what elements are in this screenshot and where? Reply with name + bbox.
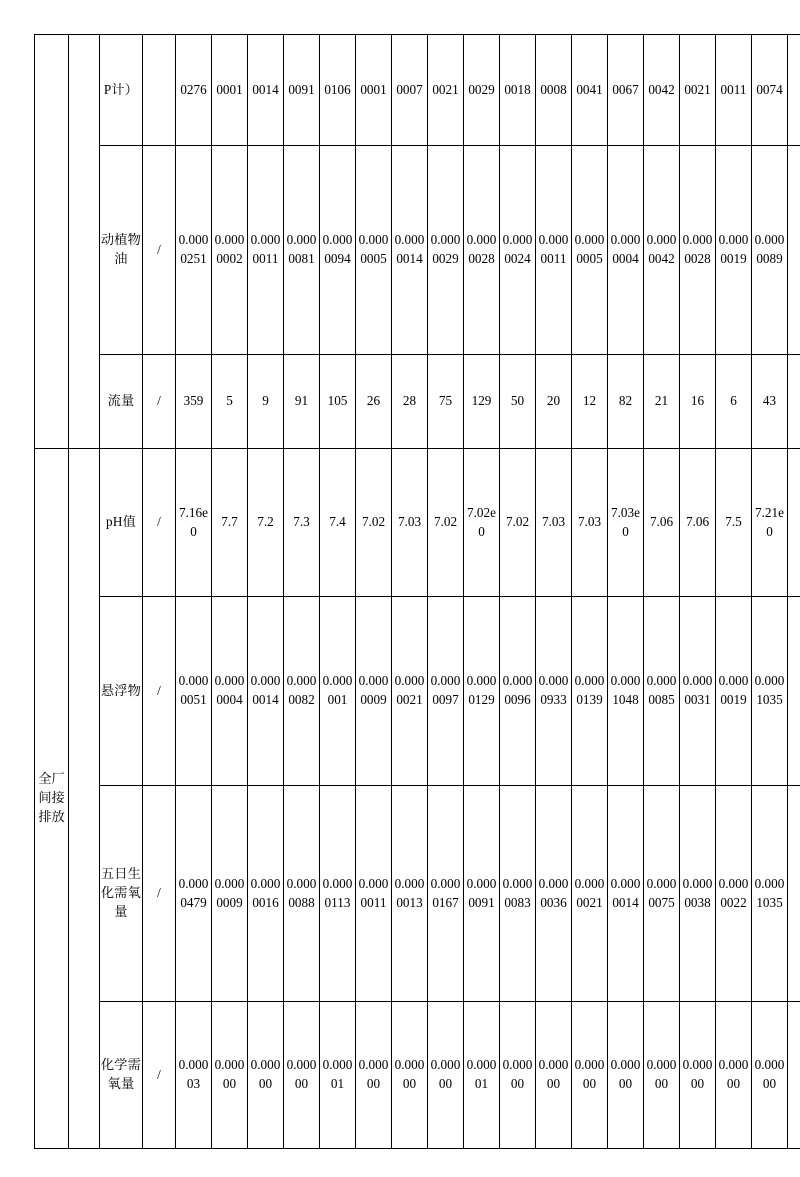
row-unit-bod5: / xyxy=(143,786,176,1002)
cell-value: 0.0000038 xyxy=(680,786,716,1002)
cell-value: 0.0000021 xyxy=(572,786,608,1002)
cell-value: 5 xyxy=(212,355,248,449)
cell-value: 7.06 xyxy=(644,449,680,597)
cell-value: 0021 xyxy=(428,35,464,146)
cell-value: 0.0000014 xyxy=(392,146,428,355)
cell-value: 0.0000014 xyxy=(608,786,644,1002)
row-subgroup-cell-blank-a xyxy=(69,35,100,449)
cell-value: 0.0000089 xyxy=(752,146,788,355)
cell-value: 0018 xyxy=(500,35,536,146)
cell-value: 0.0000094 xyxy=(320,146,356,355)
cell-value: 7.03 xyxy=(392,449,428,597)
table-row xyxy=(35,449,800,597)
cell-value: 0.0000024 xyxy=(500,146,536,355)
cell-value: 0021 xyxy=(680,35,716,146)
cell-value: 105 xyxy=(320,355,356,449)
cell-value: 7.02e0 xyxy=(464,449,500,597)
cell-value: 7.03e0 xyxy=(608,449,644,597)
cell-value: 7.21e0 xyxy=(752,449,788,597)
cell-trailing-blank xyxy=(788,146,800,355)
cell-value: 0.0000031 xyxy=(680,597,716,786)
table-row xyxy=(35,1002,800,1149)
cell-value: 0.00000 xyxy=(212,1002,248,1149)
cell-value: 0.0000088 xyxy=(284,786,320,1002)
cell-value: 0.00001 xyxy=(320,1002,356,1149)
cell-value: 0.00000 xyxy=(284,1002,320,1149)
cell-value: 0.0000129 xyxy=(464,597,500,786)
cell-value: 0.0000028 xyxy=(680,146,716,355)
table-row xyxy=(35,786,800,1002)
cell-value: 0.0000014 xyxy=(248,597,284,786)
cell-value: 0.00000 xyxy=(680,1002,716,1149)
cell-value: 0.0000021 xyxy=(392,597,428,786)
cell-value: 0091 xyxy=(284,35,320,146)
cell-value: 0001 xyxy=(212,35,248,146)
row-unit-animal-vegetable-oil: / xyxy=(143,146,176,355)
cell-value: 0.0000036 xyxy=(536,786,572,1002)
cell-value: 0.0000029 xyxy=(428,146,464,355)
cell-value: 0.0000479 xyxy=(176,786,212,1002)
cell-value: 0011 xyxy=(716,35,752,146)
cell-value: 0.0000009 xyxy=(212,786,248,1002)
cell-value: 0074 xyxy=(752,35,788,146)
cell-value: 0.0000022 xyxy=(716,786,752,1002)
cell-value: 129 xyxy=(464,355,500,449)
cell-value: 0.0000097 xyxy=(428,597,464,786)
cell-value: 0.0000075 xyxy=(644,786,680,1002)
cell-trailing-blank xyxy=(788,786,800,1002)
row-unit-p-total xyxy=(143,35,176,146)
row-label-suspended-solids: 悬浮物 xyxy=(100,597,143,786)
cell-value: 0.00000 xyxy=(716,1002,752,1149)
row-unit-suspended-solids: / xyxy=(143,597,176,786)
cell-trailing-blank xyxy=(788,355,800,449)
cell-value: 7.03 xyxy=(572,449,608,597)
cell-value: 0.00000 xyxy=(392,1002,428,1149)
cell-value: 0.00000 xyxy=(428,1002,464,1149)
cell-value: 21 xyxy=(644,355,680,449)
cell-value: 0.0000081 xyxy=(284,146,320,355)
cell-value: 0.0000096 xyxy=(500,597,536,786)
cell-value: 0.0000009 xyxy=(356,597,392,786)
cell-value: 75 xyxy=(428,355,464,449)
cell-value: 0007 xyxy=(392,35,428,146)
cell-value: 82 xyxy=(608,355,644,449)
table-row xyxy=(35,597,800,786)
cell-value: 0.00000 xyxy=(752,1002,788,1149)
cell-value: 20 xyxy=(536,355,572,449)
cell-value: 0.00000 xyxy=(608,1002,644,1149)
cell-value: 0.0000011 xyxy=(536,146,572,355)
cell-value: 0.0000085 xyxy=(644,597,680,786)
cell-value: 7.02 xyxy=(500,449,536,597)
cell-value: 0.0000167 xyxy=(428,786,464,1002)
cell-value: 0.0000028 xyxy=(464,146,500,355)
cell-value: 0067 xyxy=(608,35,644,146)
cell-value: 0.0000005 xyxy=(356,146,392,355)
cell-trailing-blank xyxy=(788,597,800,786)
row-label-p-total: P计） xyxy=(100,35,143,146)
cell-value: 7.02 xyxy=(428,449,464,597)
cell-value: 0.0000019 xyxy=(716,597,752,786)
cell-trailing-blank xyxy=(788,35,800,146)
row-group-label-plant-indirect-discharge: 全厂间接排放 xyxy=(35,449,69,1149)
cell-value: 0276 xyxy=(176,35,212,146)
cell-value: 0042 xyxy=(644,35,680,146)
cell-value: 16 xyxy=(680,355,716,449)
row-unit-flow: / xyxy=(143,355,176,449)
cell-value: 12 xyxy=(572,355,608,449)
cell-value: 0.0000019 xyxy=(716,146,752,355)
cell-value: 0001 xyxy=(356,35,392,146)
cell-value: 6 xyxy=(716,355,752,449)
cell-value: 0.0000083 xyxy=(500,786,536,1002)
cell-value: 0.00000 xyxy=(536,1002,572,1149)
cell-value: 50 xyxy=(500,355,536,449)
cell-value: 0.0000011 xyxy=(356,786,392,1002)
cell-value: 28 xyxy=(392,355,428,449)
cell-value: 0.0000016 xyxy=(248,786,284,1002)
cell-value: 0.0000002 xyxy=(212,146,248,355)
cell-value: 0.0000013 xyxy=(392,786,428,1002)
cell-trailing-blank xyxy=(788,1002,800,1149)
cell-value: 0.00000 xyxy=(572,1002,608,1149)
cell-value: 0029 xyxy=(464,35,500,146)
cell-value: 0.0000139 xyxy=(572,597,608,786)
cell-value: 0041 xyxy=(572,35,608,146)
cell-value: 7.5 xyxy=(716,449,752,597)
cell-value: 0.0000091 xyxy=(464,786,500,1002)
row-label-ph: pH值 xyxy=(100,449,143,597)
cell-value: 0.00000 xyxy=(500,1002,536,1149)
row-label-flow: 流量 xyxy=(100,355,143,449)
cell-value: 7.16e0 xyxy=(176,449,212,597)
emissions-data-table xyxy=(34,34,800,1149)
row-subgroup-cell-blank-b xyxy=(69,449,100,1149)
cell-value: 0.0000082 xyxy=(284,597,320,786)
table-row xyxy=(35,146,800,355)
table-row xyxy=(35,355,800,449)
cell-value: 7.7 xyxy=(212,449,248,597)
cell-value: 0.0000933 xyxy=(536,597,572,786)
cell-value: 0.00003 xyxy=(176,1002,212,1149)
cell-value: 0.0000004 xyxy=(608,146,644,355)
row-label-bod5: 五日生化需氧量 xyxy=(100,786,143,1002)
cell-value: 0.00000 xyxy=(644,1002,680,1149)
cell-value: 359 xyxy=(176,355,212,449)
table-row xyxy=(35,35,800,146)
cell-value: 7.3 xyxy=(284,449,320,597)
row-group-cell-blank-a xyxy=(35,35,69,449)
cell-value: 0014 xyxy=(248,35,284,146)
cell-trailing-blank xyxy=(788,449,800,597)
cell-value: 0.0000251 xyxy=(176,146,212,355)
cell-value: 0.0000051 xyxy=(176,597,212,786)
cell-value: 0.0000005 xyxy=(572,146,608,355)
cell-value: 0.000001 xyxy=(320,597,356,786)
cell-value: 0.0000113 xyxy=(320,786,356,1002)
cell-value: 91 xyxy=(284,355,320,449)
cell-value: 43 xyxy=(752,355,788,449)
cell-value: 7.2 xyxy=(248,449,284,597)
cell-value: 7.02 xyxy=(356,449,392,597)
cell-value: 0.0000011 xyxy=(248,146,284,355)
cell-value: 0.0001035 xyxy=(752,597,788,786)
cell-value: 0.0000004 xyxy=(212,597,248,786)
cell-value: 0.00000 xyxy=(356,1002,392,1149)
cell-value: 7.4 xyxy=(320,449,356,597)
cell-value: 26 xyxy=(356,355,392,449)
row-unit-cod: / xyxy=(143,1002,176,1149)
row-label-cod: 化学需氧量 xyxy=(100,1002,143,1149)
cell-value: 0.00001 xyxy=(464,1002,500,1149)
row-unit-ph: / xyxy=(143,449,176,597)
cell-value: 0.0001035 xyxy=(752,786,788,1002)
row-label-animal-vegetable-oil: 动植物油 xyxy=(100,146,143,355)
cell-value: 0.0000042 xyxy=(644,146,680,355)
cell-value: 0.0001048 xyxy=(608,597,644,786)
cell-value: 0.00000 xyxy=(248,1002,284,1149)
cell-value: 7.06 xyxy=(680,449,716,597)
cell-value: 7.03 xyxy=(536,449,572,597)
cell-value: 0106 xyxy=(320,35,356,146)
cell-value: 0008 xyxy=(536,35,572,146)
cell-value: 9 xyxy=(248,355,284,449)
